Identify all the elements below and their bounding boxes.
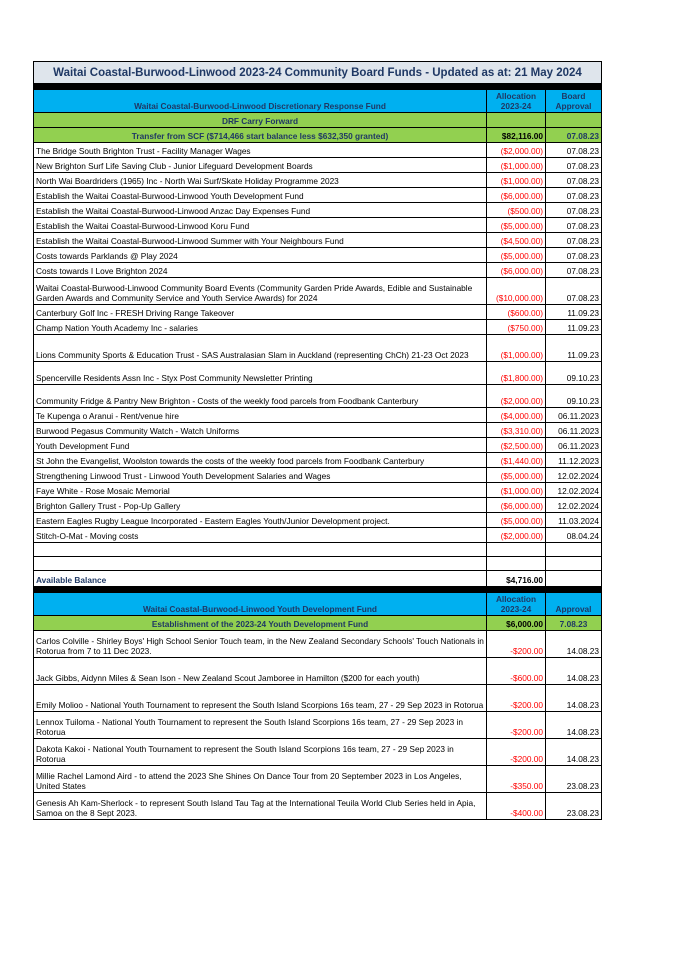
drf-col-approval: Board Approval [546, 90, 602, 113]
grant-description: Youth Development Fund [34, 438, 487, 453]
funds-table [33, 61, 602, 820]
grant-approval-date: 11.09.23 [546, 305, 602, 320]
grant-amount: ($2,000.00) [487, 143, 546, 158]
grant-approval-date: 07.08.23 [546, 173, 602, 188]
table-row [34, 513, 602, 528]
grant-description: Champ Nation Youth Academy Inc - salaries [34, 320, 487, 335]
youth-grant-description: Dakota Kakoi - National Youth Tournament to represent the South Island Scorpions 16s team, 27 - 29 Sep 2023 in Rotorua [34, 739, 487, 766]
grant-description: Strengthening Linwood Trust - Linwood Youth Development Salaries and Wages [34, 468, 487, 483]
grant-amount: ($600.00) [487, 305, 546, 320]
table-row [34, 631, 602, 658]
ydf-establish-date: 7.08.23 [546, 616, 602, 631]
grant-approval-date: 09.10.23 [546, 385, 602, 408]
ydf-establish-amount: $6,000.00 [487, 616, 546, 631]
table-row [34, 305, 602, 320]
blank-cell [546, 543, 602, 557]
table-row [34, 335, 602, 362]
available-balance-amount: $4,716.00 [487, 571, 546, 587]
funds-table-body [34, 62, 602, 820]
grant-approval-date: 11.12.2023 [546, 453, 602, 468]
grant-description: The Bridge South Brighton Trust - Facility Manager Wages [34, 143, 487, 158]
grant-approval-date: 07.08.23 [546, 248, 602, 263]
table-row [34, 498, 602, 513]
grant-amount: ($1,440.00) [487, 453, 546, 468]
table-row [34, 712, 602, 739]
grant-amount: ($10,000.00) [487, 278, 546, 305]
drf-balance-row [34, 571, 602, 587]
ydf-col-approval: Approval [546, 593, 602, 616]
table-row [34, 423, 602, 438]
grant-approval-date: 07.08.23 [546, 158, 602, 173]
grant-approval-date: 07.08.23 [546, 218, 602, 233]
grant-amount: ($1,000.00) [487, 483, 546, 498]
grant-description: Te Kupenga o Aranui - Rent/venue hire [34, 408, 487, 423]
grant-amount: ($6,000.00) [487, 498, 546, 513]
grant-description: Costs towards Parklands @ Play 2024 [34, 248, 487, 263]
drf-transfer-label: Transfer from SCF ($714,466 start balance less $632,350 granted) [34, 128, 487, 143]
table-row [34, 233, 602, 248]
youth-grant-approval-date: 14.08.23 [546, 631, 602, 658]
grant-description: Brighton Gallery Trust - Pop-Up Gallery [34, 498, 487, 513]
grant-approval-date: 06.11.2023 [546, 423, 602, 438]
blank-cell [34, 557, 487, 571]
table-row [34, 408, 602, 423]
table-row [34, 143, 602, 158]
youth-grant-amount: -$600.00 [487, 658, 546, 685]
grant-amount: ($750.00) [487, 320, 546, 335]
blank-cell [487, 543, 546, 557]
youth-grant-amount: -$200.00 [487, 685, 546, 712]
youth-grant-description: Millie Rachel Lamond Aird - to attend the 2023 She Shines On Dance Tour from 20 September 2023 in Los Angeles, United States [34, 766, 487, 793]
youth-grant-approval-date: 23.08.23 [546, 793, 602, 820]
grant-approval-date: 07.08.23 [546, 263, 602, 278]
grant-approval-date: 07.08.23 [546, 233, 602, 248]
grant-description: Canterbury Golf Inc - FRESH Driving Range Takeover [34, 305, 487, 320]
grant-description: North Wai Boardriders (1965) Inc - North Wai Surf/Skate Holiday Programme 2023 [34, 173, 487, 188]
grant-amount: ($5,000.00) [487, 218, 546, 233]
drf-header-row [34, 90, 602, 113]
grant-description: Waitai Coastal-Burwood-Linwood Community Board Events (Community Garden Pride Awards, Edible and Sustainable Garden Awards and Community Service and Youth Service Awards) for 2024 [34, 278, 487, 305]
table-row [34, 188, 602, 203]
drf-transfer-amount: $82,116.00 [487, 128, 546, 143]
grant-description: Burwood Pegasus Community Watch - Watch Uniforms [34, 423, 487, 438]
grant-amount: ($2,000.00) [487, 385, 546, 408]
drf-carry-forward: DRF Carry Forward [34, 113, 487, 128]
table-row [34, 158, 602, 173]
grant-amount: ($3,310.00) [487, 423, 546, 438]
youth-grant-amount: -$400.00 [487, 793, 546, 820]
grant-description: Eastern Eagles Rugby League Incorporated - Eastern Eagles Youth/Junior Development project. [34, 513, 487, 528]
ydf-col-allocation: Allocation 2023-24 [487, 593, 546, 616]
table-row [34, 203, 602, 218]
grant-amount: ($500.00) [487, 203, 546, 218]
grant-approval-date: 06.11.2023 [546, 438, 602, 453]
table-row [34, 453, 602, 468]
grant-amount: ($2,000.00) [487, 528, 546, 543]
grant-description: Faye White - Rose Mosaic Memorial [34, 483, 487, 498]
grant-description: Lions Community Sports & Education Trust - SAS Australasian Slam in Auckland (representing ChCh) 21-23 Oct 2023 [34, 335, 487, 362]
table-row [34, 278, 602, 305]
blank-row [34, 543, 602, 557]
grant-amount: ($5,000.00) [487, 513, 546, 528]
grant-description: Stitch-O-Mat - Moving costs [34, 528, 487, 543]
blank-cell [34, 543, 487, 557]
youth-grant-approval-date: 14.08.23 [546, 685, 602, 712]
grant-approval-date: 12.02.2024 [546, 468, 602, 483]
drf-carry-forward-row [34, 113, 602, 128]
blank-row [34, 557, 602, 571]
youth-grant-amount: -$200.00 [487, 631, 546, 658]
grant-amount: ($6,000.00) [487, 263, 546, 278]
grant-amount: ($1,000.00) [487, 158, 546, 173]
grant-approval-date: 12.02.2024 [546, 498, 602, 513]
youth-grant-approval-date: 14.08.23 [546, 712, 602, 739]
grant-amount: ($2,500.00) [487, 438, 546, 453]
youth-grant-description: Jack Gibbs, Aidynn Miles & Sean Ison - New Zealand Scout Jamboree in Hamilton ($200 for each youth) [34, 658, 487, 685]
grant-amount: ($5,000.00) [487, 248, 546, 263]
grant-approval-date: 11.09.23 [546, 335, 602, 362]
grant-amount: ($5,000.00) [487, 468, 546, 483]
available-balance-label: Available Balance [34, 571, 487, 587]
grant-description: Spencerville Residents Assn Inc - Styx Post Community Newsletter Printing [34, 362, 487, 385]
grant-description: Community Fridge & Pantry New Brighton - Costs of the weekly food parcels from Foodbank Canterbury [34, 385, 487, 408]
table-row [34, 528, 602, 543]
grant-approval-date: 12.02.2024 [546, 483, 602, 498]
ydf-header-row [34, 593, 602, 616]
drf-transfer-row [34, 128, 602, 143]
grant-approval-date: 07.08.23 [546, 188, 602, 203]
drf-fund-name: Waitai Coastal-Burwood-Linwood Discretionary Response Fund [34, 90, 487, 113]
grant-description: Costs towards I Love Brighton 2024 [34, 263, 487, 278]
grant-description: Establish the Waitai Coastal-Burwood-Linwood Youth Development Fund [34, 188, 487, 203]
blank-cell [546, 557, 602, 571]
table-row [34, 739, 602, 766]
youth-grant-approval-date: 23.08.23 [546, 766, 602, 793]
grant-approval-date: 07.08.23 [546, 203, 602, 218]
grant-description: Establish the Waitai Coastal-Burwood-Linwood Koru Fund [34, 218, 487, 233]
table-row [34, 438, 602, 453]
grant-amount: ($1,000.00) [487, 335, 546, 362]
page-title: Waitai Coastal-Burwood-Linwood 2023-24 Community Board Funds - Updated as at: 21 May 2024 [34, 62, 602, 84]
grant-description: Establish the Waitai Coastal-Burwood-Linwood Summer with Your Neighbours Fund [34, 233, 487, 248]
youth-grant-description: Lennox Tuiloma - National Youth Tournament to represent the South Island Scorpions 16s team, 27 - 29 Sep 2023 in Rotorua [34, 712, 487, 739]
youth-grant-description: Emily Molioo - National Youth Tournament to represent the South Island Scorpions 16s team, 27 - 29 Sep 2023 in Rotorua [34, 685, 487, 712]
table-row [34, 173, 602, 188]
table-row [34, 483, 602, 498]
ydf-establish-row [34, 616, 602, 631]
grant-amount: ($1,000.00) [487, 173, 546, 188]
ydf-establish-label: Establishment of the 2023-24 Youth Development Fund [34, 616, 487, 631]
drf-col-allocation: Allocation 2023-24 [487, 90, 546, 113]
grant-description: New Brighton Surf Life Saving Club - Junior Lifeguard Development Boards [34, 158, 487, 173]
grant-approval-date: 09.10.23 [546, 362, 602, 385]
grant-description: Establish the Waitai Coastal-Burwood-Linwood Anzac Day Expenses Fund [34, 203, 487, 218]
grant-amount: ($6,000.00) [487, 188, 546, 203]
grant-amount: ($1,800.00) [487, 362, 546, 385]
youth-grant-approval-date: 14.08.23 [546, 739, 602, 766]
youth-grant-description: Carlos Colville - Shirley Boys' High School Senior Touch team, in the New Zealand Secondary Schools' Touch Nationals in Rotorua from 7 to 11 Dec 2023. [34, 631, 487, 658]
table-row [34, 263, 602, 278]
blank-cell [487, 557, 546, 571]
grant-amount: ($4,000.00) [487, 408, 546, 423]
drf-transfer-date: 07.08.23 [546, 128, 602, 143]
table-row [34, 385, 602, 408]
grant-approval-date: 06.11.2023 [546, 408, 602, 423]
grant-approval-date: 11.09.23 [546, 320, 602, 335]
grant-approval-date: 11.03.2024 [546, 513, 602, 528]
youth-grant-amount: -$350.00 [487, 766, 546, 793]
table-row [34, 685, 602, 712]
grant-approval-date: 08.04.24 [546, 528, 602, 543]
youth-grant-amount: -$200.00 [487, 712, 546, 739]
table-row [34, 793, 602, 820]
funds-document [33, 61, 601, 820]
table-row [34, 362, 602, 385]
youth-grant-description: Genesis Ah Kam-Sherlock - to represent South Island Tau Tag at the International Teuila World Club Series held in Apia, Samoa on the 8 Sept 2023. [34, 793, 487, 820]
grant-description: St John the Evangelist, Woolston towards the costs of the weekly food parcels from Foodbank Canterbury [34, 453, 487, 468]
table-row [34, 248, 602, 263]
blank-cell [546, 571, 602, 587]
grant-approval-date: 07.08.23 [546, 278, 602, 305]
youth-grant-approval-date: 14.08.23 [546, 658, 602, 685]
youth-grant-amount: -$200.00 [487, 739, 546, 766]
ydf-fund-name: Waitai Coastal-Burwood-Linwood Youth Development Fund [34, 593, 487, 616]
table-row [34, 320, 602, 335]
table-row [34, 218, 602, 233]
grant-approval-date: 07.08.23 [546, 143, 602, 158]
table-row [34, 658, 602, 685]
grant-amount: ($4,500.00) [487, 233, 546, 248]
table-row [34, 468, 602, 483]
table-row [34, 766, 602, 793]
